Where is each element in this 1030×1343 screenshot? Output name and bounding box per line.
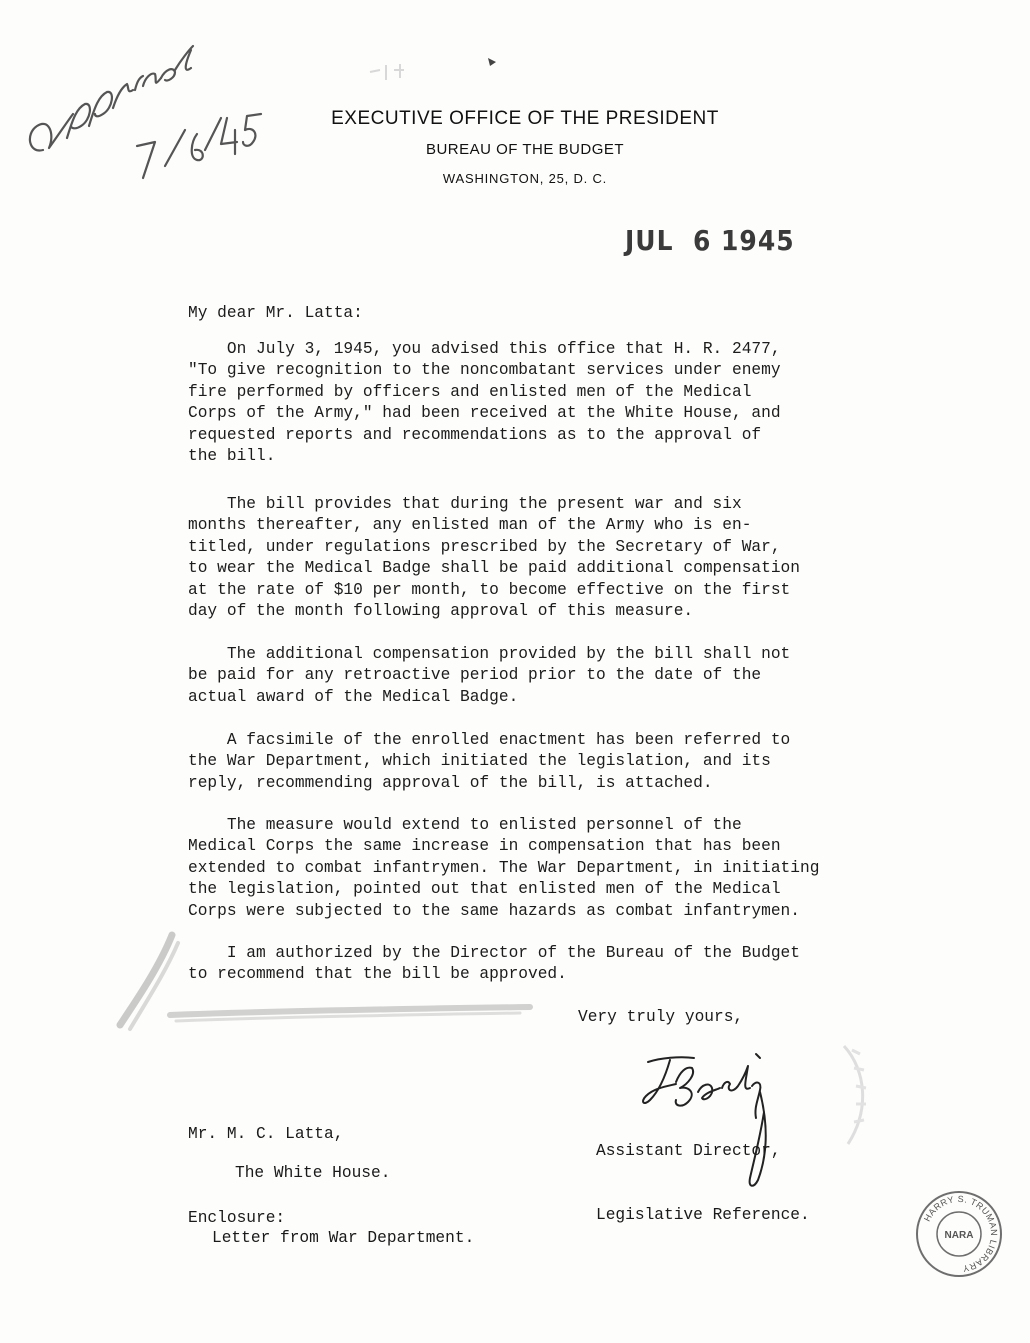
letterhead-bureau: BUREAU OF THE BUDGET [425,141,625,158]
faint-received-stamp [836,1040,876,1150]
letterhead-office: EXECUTIVE OFFICE OF THE PRESIDENT [331,108,719,129]
signature-title-line1: Assistant Director, [596,1141,781,1160]
closing: Very truly yours, [578,1008,744,1026]
paragraph-6: I am authorized by the Director of the Bureau of the Budget to recommend that the bill be approved. [188,944,800,984]
paragraph-3: The additional compensation provided by the bill shall not be paid for any retroactive period prior to the date of the actual award of the Medical Badge. [188,645,791,706]
salutation: My dear Mr. Latta: [188,304,363,322]
archive-stamp [913,1188,1005,1280]
date-stamp: JUL 6 1945 [625,224,795,257]
paragraph-1: On July 3, 1945, you advised this office that H. R. 2477, "To give recognition to the noncombatant services under enemy fire performed by officers and enlisted men of the Medical Corps of the Army," had been received at the White House, and requested reports and recommendations as to the approval of the bill. [188,340,781,466]
paragraph-5: The measure would extend to enlisted personnel of the Medical Corps the same increase in compensation that has been extended to combat infantrymen. The War Department, in initiating the legislation, pointed out that enlisted men of the Medical Corps were subjected to the same hazards as combat infantrymen. [188,816,820,920]
handwritten-approval-note [15,38,285,208]
recipient-name: Mr. M. C. Latta, [188,1125,344,1143]
enclosure-item: Letter from War Department. [212,1229,475,1247]
paragraph-2: The bill provides that during the present war and six months thereafter, any enlisted man of the Army who is en- titled, under regulations prescribed by the Secretary of War, to wear the Medical Badge shall be paid additional compensation at the rate of $10 per month, to become effective on the first day of the month following approval of this measure. [188,495,800,621]
letterhead [260,106,790,188]
recipient-place: The White House. [235,1164,391,1182]
paragraph-4: A facsimile of the enrolled enactment has been referred to the War Department, which initiated the legislation, and its reply, recommending approval of the bill, is attached. [188,731,791,792]
signature-title [596,1098,810,1269]
archive-stamp-center-text: NARA [944,1230,974,1241]
signature-title-line2: Legislative Reference. [596,1206,810,1225]
enclosure-label: Enclosure: [188,1209,286,1227]
faint-top-marks [360,50,520,90]
archive-stamp-arc-text: HARRY S. TRUMAN LIBRARY [921,1193,1000,1274]
letterhead-city: WASHINGTON, 25, D. C. [442,171,608,186]
